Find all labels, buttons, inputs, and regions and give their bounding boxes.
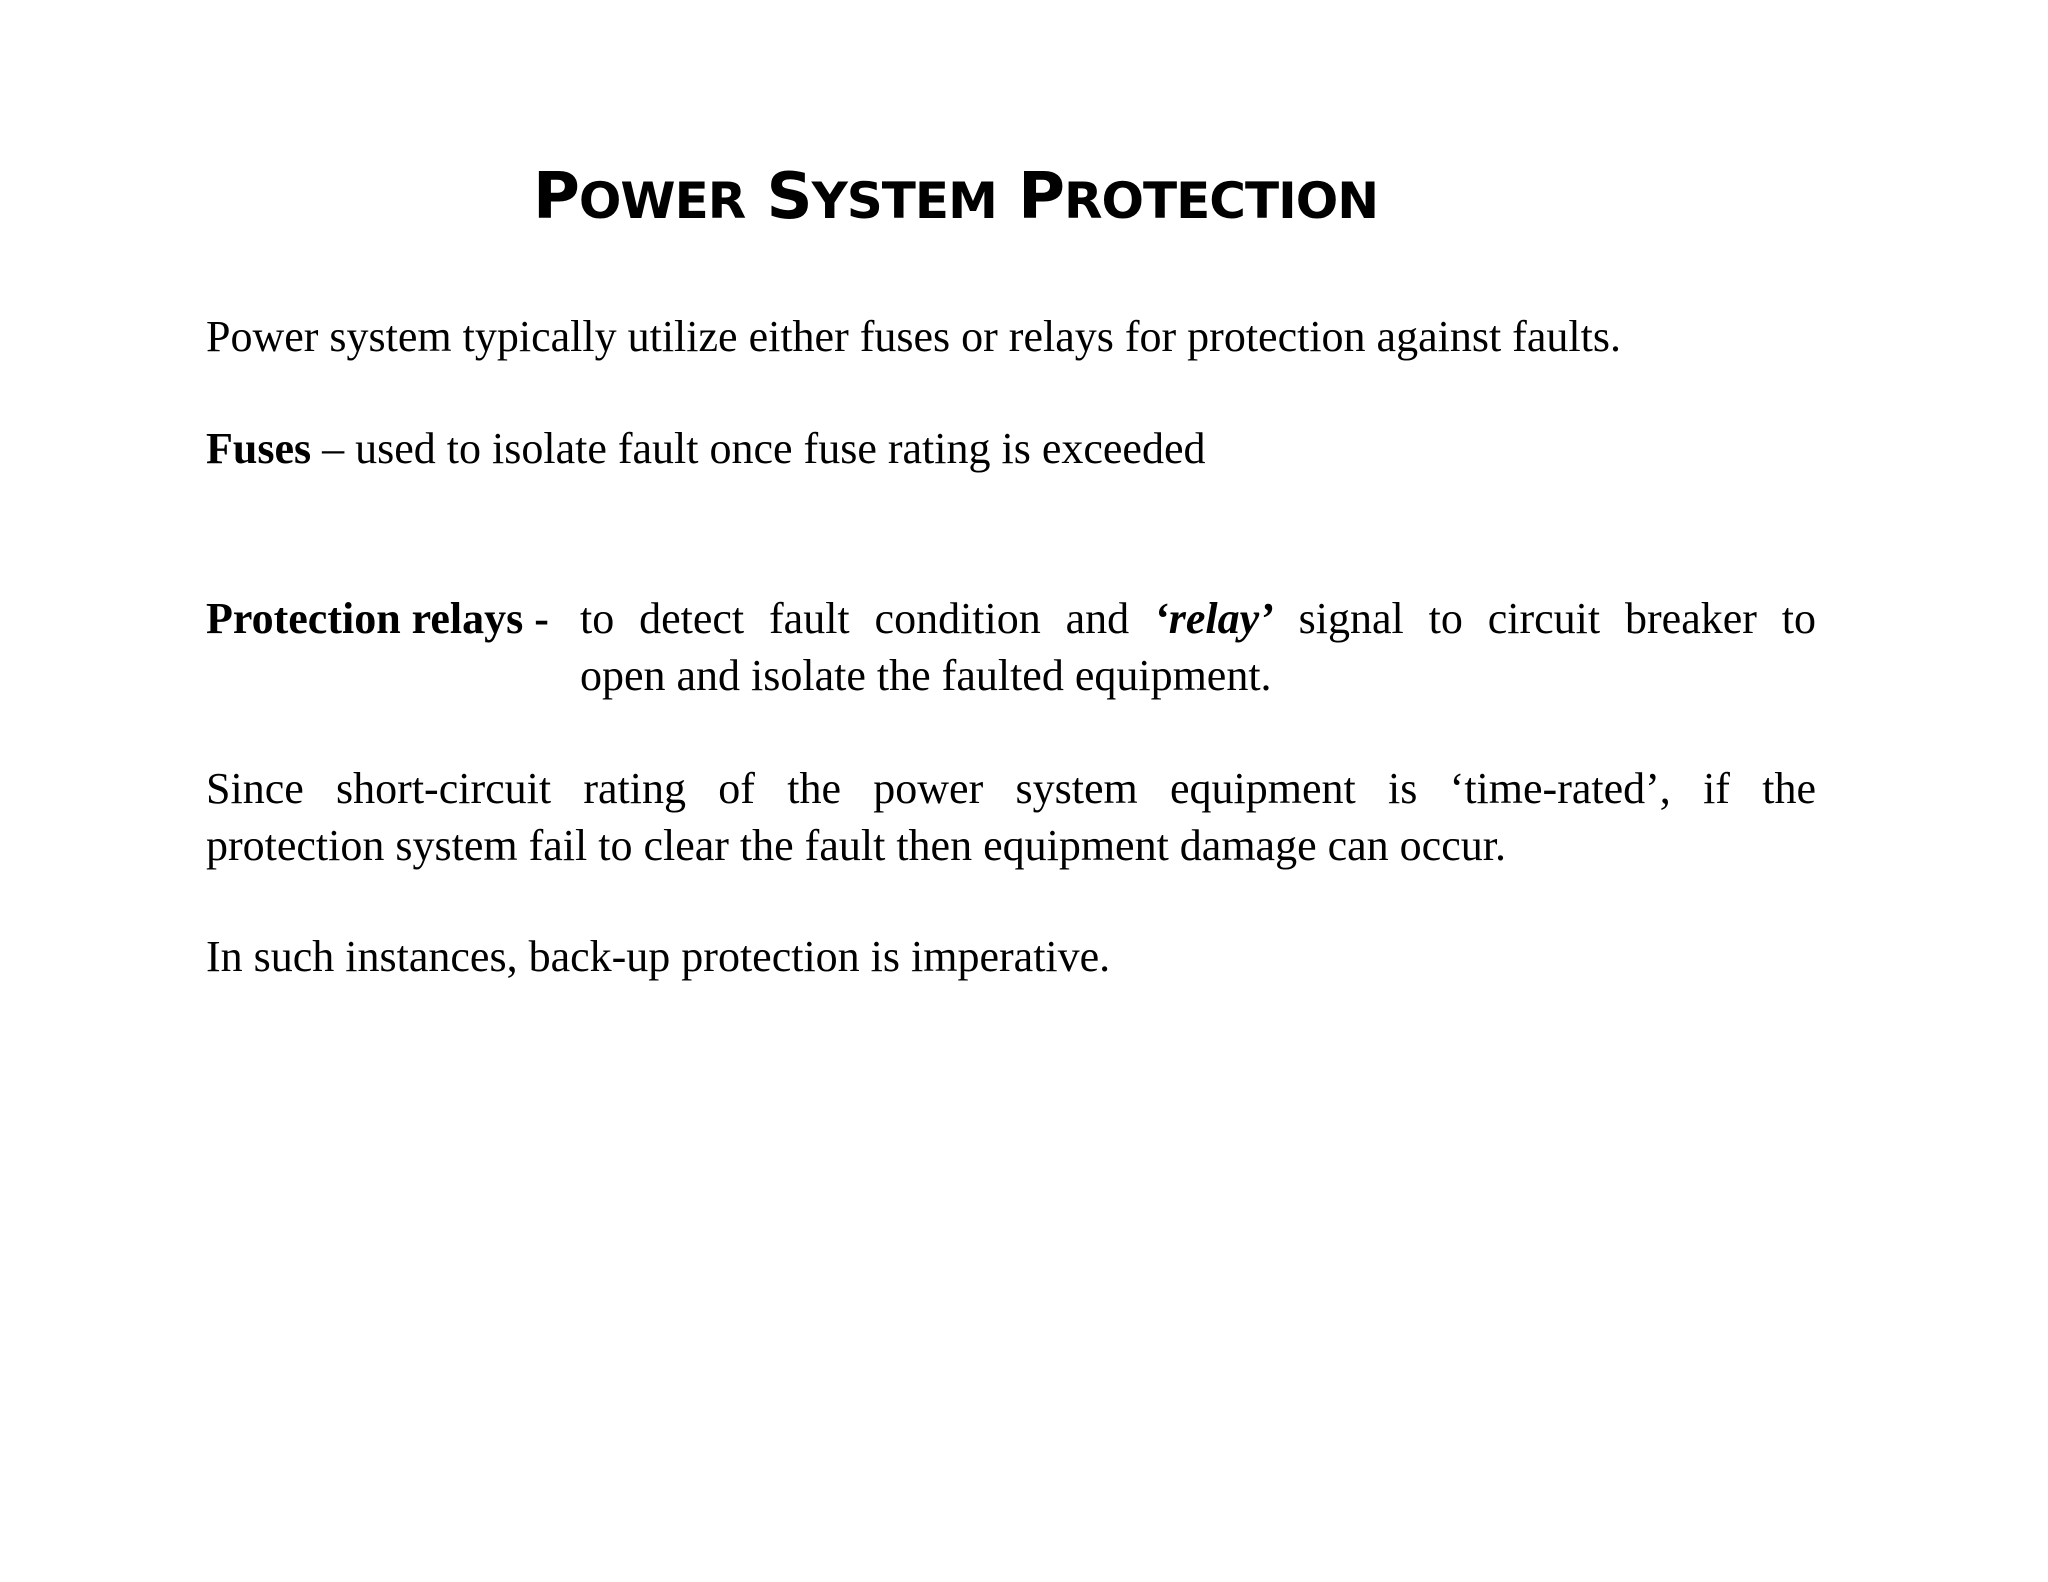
fuses-definition: – used to isolate fault once fuse rating is exceeded (311, 424, 1206, 473)
backup-paragraph: In such instances, back-up protection is imperative. (206, 932, 1111, 981)
since-paragraph (206, 760, 1816, 874)
title-word-1-initial: P (533, 160, 579, 234)
relays-term: Protection relays - (206, 594, 549, 643)
relays-line-1-start: to detect fault condition and (580, 594, 1155, 643)
fuses-paragraph (206, 420, 1816, 477)
relays-definition-line-2: open and isolate the faulted equipment. (580, 651, 1272, 700)
title-word-3-initial: P (1018, 160, 1065, 234)
relays-line-1-end: signal to circuit breaker to (1273, 594, 1817, 643)
fuses-term: Fuses (206, 424, 312, 473)
title-word-2-initial: S (766, 160, 812, 234)
title-word-3-rest: ROTECTION (1064, 172, 1379, 230)
since-line-1: Since short-circuit rating of the power system equipment is ‘time-rated’, if the (206, 764, 1816, 813)
relay-emphasis: ‘relay’ (1154, 594, 1274, 643)
intro-paragraph: Power system typically utilize either fuses or relays for protection against faults. (206, 312, 1621, 361)
title-word-2-rest: YSTEM (811, 172, 997, 230)
page-title (533, 160, 1379, 234)
since-line-2: protection system fail to clear the fault then equipment damage can occur. (206, 821, 1506, 870)
title-word-1-rest: OWER (578, 172, 746, 230)
relays-definition-line-1 (580, 590, 1816, 647)
relays-definition (580, 590, 1816, 704)
